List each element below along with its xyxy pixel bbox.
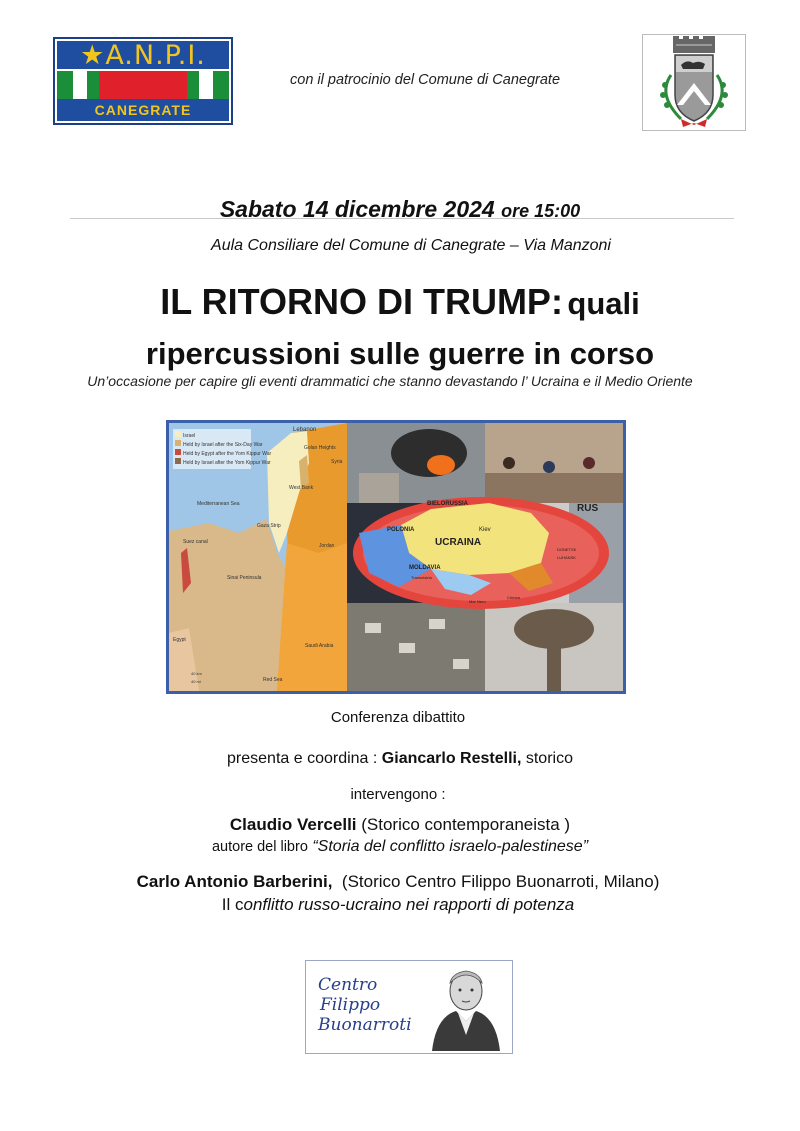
label-kiev: Kiev xyxy=(479,527,491,533)
scale-mi: 40 mi xyxy=(191,679,201,684)
label-russia: RUS xyxy=(577,503,599,514)
label-jordan: Jordan xyxy=(319,543,335,549)
speaker2-topic-prefix: Il c xyxy=(221,895,244,914)
centro-line3: Buonarroti xyxy=(318,1015,412,1035)
coordinator-prefix: presenta e coordina : xyxy=(227,750,378,767)
destroyed-cars-photo-icon xyxy=(347,603,485,691)
anpi-logo xyxy=(53,37,233,125)
legend-israel: Israel xyxy=(183,433,196,439)
buonarroti-portrait-icon xyxy=(424,965,508,1051)
speaker2-line xyxy=(0,872,796,892)
centro-line2: Filippo xyxy=(320,995,381,1015)
speaker1-book-prefix: autore del libro xyxy=(211,839,308,855)
label-golan: Golan Heights xyxy=(304,445,336,451)
legend-egypt-yom-kippur: Held by Egypt after the Yom Kippur War xyxy=(183,451,272,457)
speaker1-role: (Storico contemporaneista ) xyxy=(361,815,571,834)
flag-stripes xyxy=(57,71,229,101)
saudi-land-icon xyxy=(277,543,347,691)
event-time: ore 15:00 xyxy=(501,201,581,221)
subtitle: Un’occasione per capire gli eventi drammatici che stanno devastando l’ Ucraina e il Medio Oriente xyxy=(87,373,693,389)
label-mediterranean: Mediterranean Sea xyxy=(197,501,240,507)
speaker2-topic: onflitto russo-ucraino nei rapporti di potenza xyxy=(243,895,575,914)
event-type: Conferenza dibattito xyxy=(330,709,466,726)
patronage-text: con il patrocinio del Comune di Canegrate xyxy=(290,72,561,88)
legend-six-day: Held by Israel after the Six-Day War xyxy=(183,442,263,448)
label-sinai: Sinai Peninsula xyxy=(227,575,262,581)
speaker2-role: (Storico Centro Filippo Buonarroti, Milano) xyxy=(341,872,660,891)
label-polonia: POLONIA xyxy=(387,527,415,533)
label-transnistria: Transnistria xyxy=(411,575,432,580)
label-suez: Suez canal xyxy=(183,539,208,545)
label-bielorussia: BIELORUSSIA xyxy=(427,501,469,507)
title-line2: ripercussioni sulle guerre in corso xyxy=(145,336,655,371)
label-saudi-arabia: Saudi Arabia xyxy=(305,643,334,649)
centro-buonarroti-logo xyxy=(305,960,513,1054)
conflict-collage-image xyxy=(166,420,626,694)
title-line1-end: quali xyxy=(567,286,640,321)
anpi-town-text: CANEGRATE xyxy=(57,99,229,121)
speaker2-topic-line xyxy=(0,895,796,915)
label-gaza: Gaza Strip xyxy=(257,523,281,529)
comune-crest-icon xyxy=(642,34,746,131)
coordinator-name: Giancarlo Restelli, xyxy=(381,750,522,767)
page-title xyxy=(0,280,800,382)
label-egypt: Egypt xyxy=(173,637,186,643)
label-syria: Syria xyxy=(331,459,343,465)
speaker1-line xyxy=(0,815,800,835)
legend-israel-yom-kippur: Held by Israel after the Yom Kippur War xyxy=(183,460,271,466)
title-line1-main: IL RITORNO DI TRUMP: xyxy=(160,281,563,322)
speaker1-book-title: “Storia del conflitto israelo-palestinese” xyxy=(312,838,589,855)
speaker2-name: Carlo Antonio Barberini, xyxy=(136,872,333,891)
event-date xyxy=(0,196,800,223)
label-mar-nero: Mar Nero xyxy=(469,599,486,604)
coordinator-line xyxy=(0,750,800,768)
speaker1-book-line xyxy=(0,838,800,856)
label-moldavia: MOLDAVIA xyxy=(409,565,441,571)
label-red-sea: Red Sea xyxy=(263,677,283,683)
label-ucraina: UCRAINA xyxy=(435,537,482,548)
label-luhansk: LUHANSK xyxy=(557,555,576,560)
event-venue: Aula Consiliare del Comune di Canegrate – Via Manzoni xyxy=(211,237,611,254)
label-crimea: Crimea xyxy=(507,595,520,600)
scale-km: 40 km xyxy=(191,671,202,676)
label-lebanon: Lebanon xyxy=(293,427,317,433)
speaker1-name: Claudio Vercelli xyxy=(229,815,357,834)
label-donetsk: DONETSK xyxy=(557,547,577,552)
coordinator-role: storico xyxy=(525,750,573,767)
centro-logo-text xyxy=(318,975,412,1035)
centro-line1: Centro xyxy=(318,975,378,995)
label-west-bank: West Bank xyxy=(289,485,314,491)
speakers-label: intervengono : xyxy=(350,786,446,803)
event-date-text: Sabato 14 dicembre 2024 xyxy=(219,196,495,222)
anpi-brand-text: ★A.N.P.I. xyxy=(57,41,229,69)
